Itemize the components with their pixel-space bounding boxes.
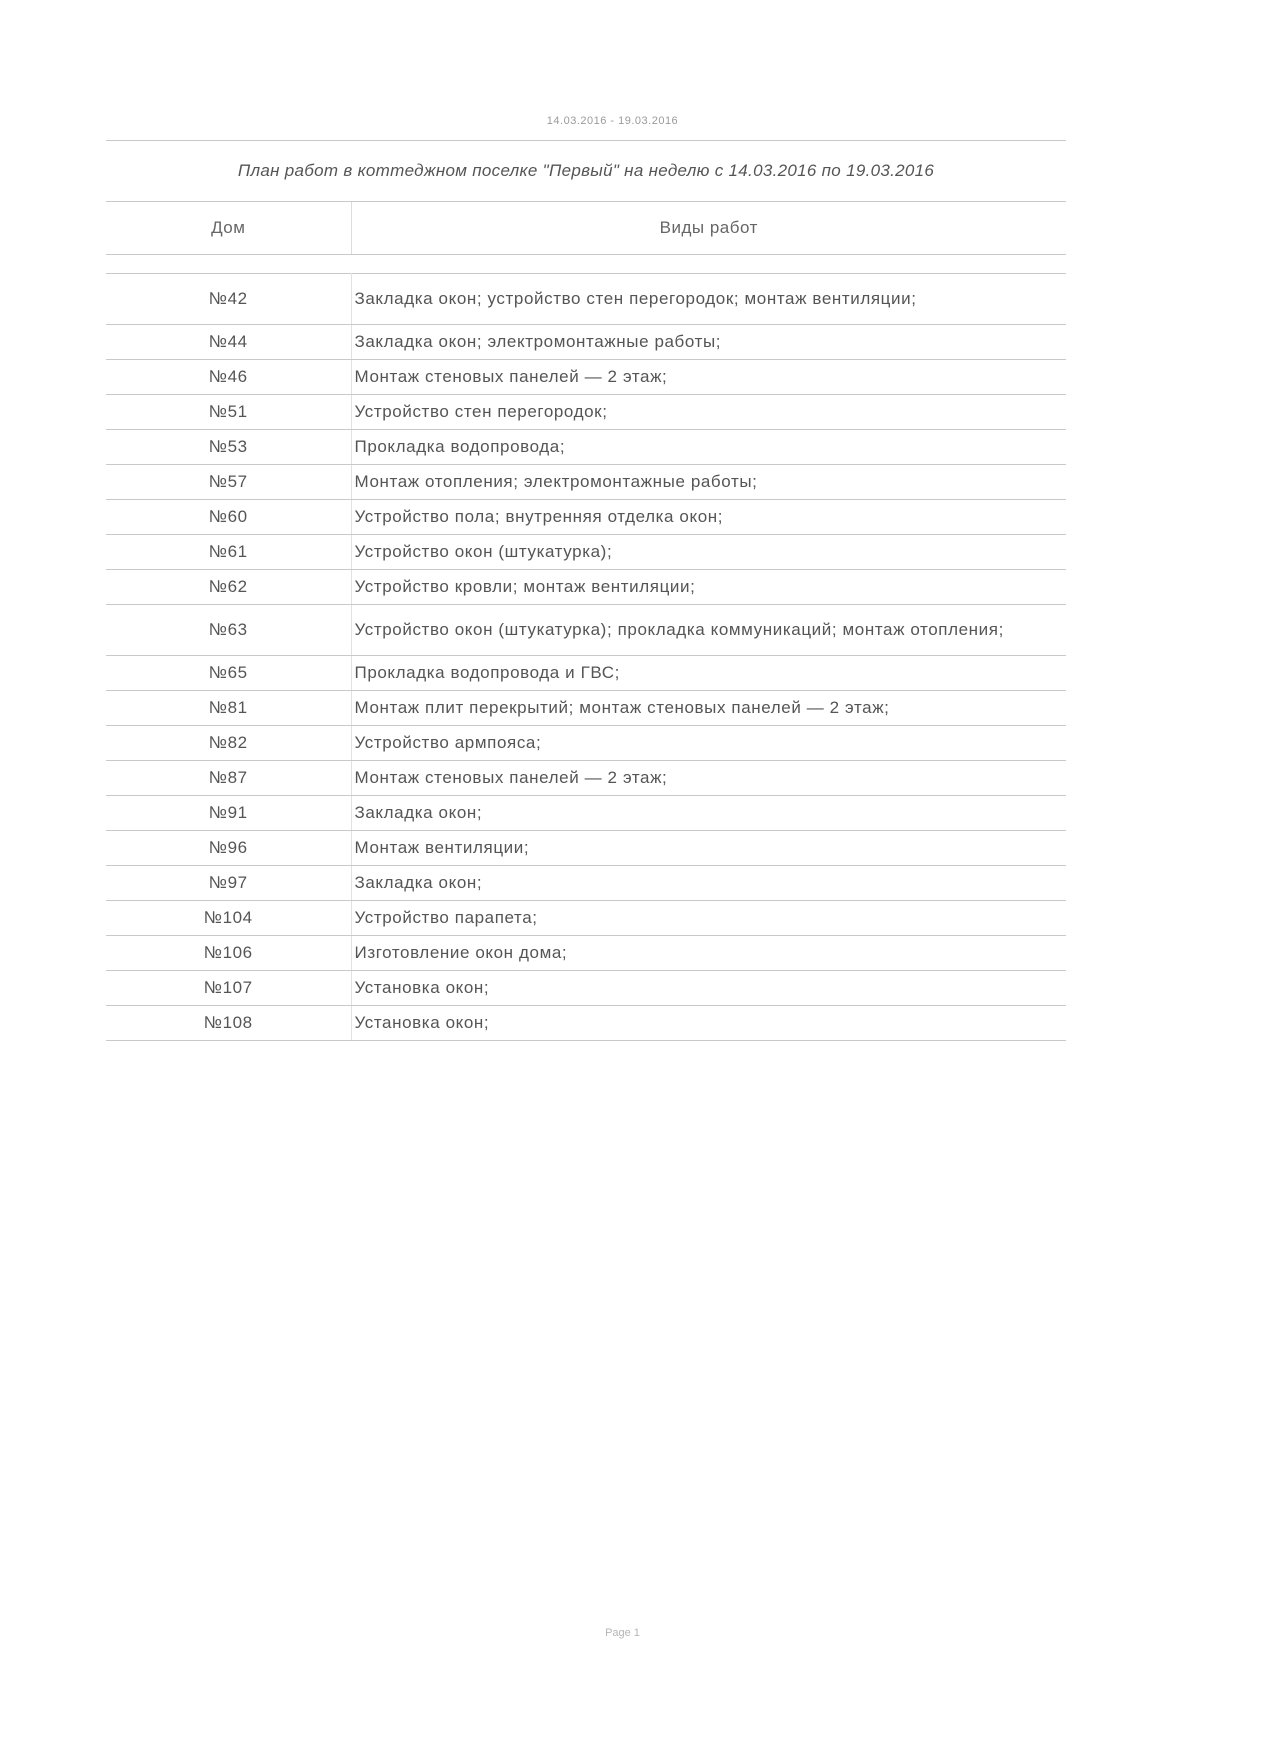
house-number-cell: №108	[106, 1006, 351, 1041]
work-plan-table	[106, 140, 1066, 1041]
work-types-cell: Установка окон;	[351, 971, 1066, 1006]
table-row	[106, 465, 1066, 500]
table-spacer-row	[106, 255, 1066, 274]
table-header-row	[106, 202, 1066, 255]
table-row	[106, 274, 1066, 325]
table-row	[106, 605, 1066, 656]
table-title: План работ в коттеджном поселке "Первый" на неделю с 14.03.2016 по 19.03.2016	[106, 141, 1066, 202]
table-row	[106, 726, 1066, 761]
table-row	[106, 360, 1066, 395]
work-types-cell: Монтаж стеновых панелей — 2 этаж;	[351, 360, 1066, 395]
house-number-cell: №65	[106, 656, 351, 691]
table-row	[106, 500, 1066, 535]
work-types-cell: Устройство парапета;	[351, 901, 1066, 936]
work-types-cell: Монтаж отопления; электромонтажные работы;	[351, 465, 1066, 500]
spacer-cell	[351, 255, 1066, 274]
work-types-cell: Прокладка водопровода;	[351, 430, 1066, 465]
table-title-row	[106, 141, 1066, 202]
table-row	[106, 535, 1066, 570]
table-row	[106, 761, 1066, 796]
work-types-cell: Монтаж плит перекрытий; монтаж стеновых панелей — 2 этаж;	[351, 691, 1066, 726]
work-types-cell: Устройство армпояса;	[351, 726, 1066, 761]
work-types-cell: Изготовление окон дома;	[351, 936, 1066, 971]
house-number-cell: №62	[106, 570, 351, 605]
table-row	[106, 430, 1066, 465]
work-types-cell: Устройство окон (штукатурка); прокладка коммуникаций; монтаж отопления;	[351, 605, 1066, 656]
column-header-works: Виды работ	[351, 202, 1066, 255]
table-row	[106, 691, 1066, 726]
house-number-cell: №53	[106, 430, 351, 465]
house-number-cell: №44	[106, 325, 351, 360]
table-row	[106, 656, 1066, 691]
table-row	[106, 901, 1066, 936]
work-types-cell: Монтаж стеновых панелей — 2 этаж;	[351, 761, 1066, 796]
date-range-header: 14.03.2016 - 19.03.2016	[546, 115, 679, 127]
house-number-cell: №97	[106, 866, 351, 901]
house-number-cell: №51	[106, 395, 351, 430]
work-types-cell: Прокладка водопровода и ГВС;	[351, 656, 1066, 691]
work-types-cell: Установка окон;	[351, 1006, 1066, 1041]
house-number-cell: №104	[106, 901, 351, 936]
work-types-cell: Устройство пола; внутренняя отделка окон;	[351, 500, 1066, 535]
house-number-cell: №61	[106, 535, 351, 570]
house-number-cell: №60	[106, 500, 351, 535]
table-row	[106, 325, 1066, 360]
spacer-cell	[106, 255, 351, 274]
table-row	[106, 570, 1066, 605]
table-row	[106, 936, 1066, 971]
table-row	[106, 395, 1066, 430]
table-row	[106, 831, 1066, 866]
house-number-cell: №46	[106, 360, 351, 395]
work-types-cell: Устройство стен перегородок;	[351, 395, 1066, 430]
house-number-cell: №87	[106, 761, 351, 796]
house-number-cell: №82	[106, 726, 351, 761]
work-types-cell: Закладка окон; устройство стен перегородок; монтаж вентиляции;	[351, 274, 1066, 325]
house-number-cell: №107	[106, 971, 351, 1006]
work-types-cell: Монтаж вентиляции;	[351, 831, 1066, 866]
house-number-cell: №42	[106, 274, 351, 325]
house-number-cell: №96	[106, 831, 351, 866]
house-number-cell: №106	[106, 936, 351, 971]
house-number-cell: №91	[106, 796, 351, 831]
house-number-cell: №81	[106, 691, 351, 726]
table-row	[106, 866, 1066, 901]
work-types-cell: Устройство окон (штукатурка);	[351, 535, 1066, 570]
table-row	[106, 796, 1066, 831]
column-header-house: Дом	[106, 202, 351, 255]
work-types-cell: Закладка окон;	[351, 796, 1066, 831]
work-types-cell: Закладка окон;	[351, 866, 1066, 901]
house-number-cell: №63	[106, 605, 351, 656]
page-number-footer: Page 1	[605, 1627, 640, 1639]
house-number-cell: №57	[106, 465, 351, 500]
table-row	[106, 971, 1066, 1006]
work-types-cell: Закладка окон; электромонтажные работы;	[351, 325, 1066, 360]
table-row	[106, 1006, 1066, 1041]
work-types-cell: Устройство кровли; монтаж вентиляции;	[351, 570, 1066, 605]
